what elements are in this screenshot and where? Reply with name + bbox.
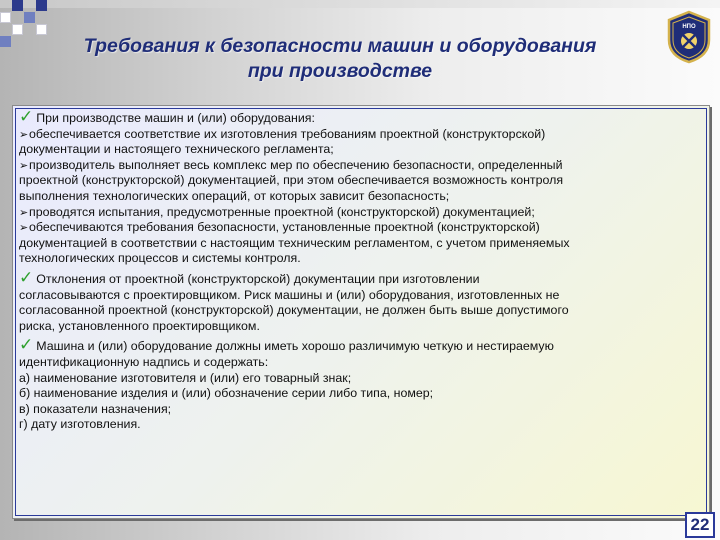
list-item: риска, установленного проектировщиком. — [19, 318, 260, 333]
top-decor-strip — [0, 0, 720, 8]
list-item: документацией в соответствии с настоящим техническим регламентом, с учетом применяемых — [19, 235, 570, 250]
list-item: ➢обеспечивается соответствие их изготовления требованиям проектной (конструкторской) — [19, 126, 546, 141]
arrow-bullet-icon: ➢ — [19, 158, 29, 172]
emblem-text: НПО — [682, 24, 696, 30]
decor-square — [0, 12, 11, 23]
slide-title — [40, 34, 640, 84]
list-item: идентификационную надпись и содержать: — [19, 354, 269, 369]
list-item: б) наименование изделия и (или) обозначение серии либо типа, номер; — [19, 386, 434, 401]
arrow-bullet-icon: ➢ — [19, 205, 29, 219]
content-text — [19, 107, 703, 433]
decor-square — [12, 0, 23, 11]
decor-square — [36, 0, 47, 11]
list-item: ➢производитель выполняет весь комплекс мер по обеспечению безопасности, определенный — [19, 157, 563, 172]
list-item: согласованной проектной (конструкторской) документации, не должен быть выше допустимого — [19, 303, 569, 318]
check-icon: ✓ — [19, 107, 34, 127]
list-item: документации и настоящего технического регламента; — [19, 142, 334, 157]
decor-square — [0, 36, 11, 47]
check-icon: ✓ — [19, 267, 34, 288]
list-item: выполнения технологических операций, от которых зависит безопасность; — [19, 188, 450, 203]
list-item: ➢обеспечиваются требования безопасности, установленные проектной (конструкторской) — [19, 220, 540, 235]
list-item: ✓ Отклонения от проектной (конструкторской) документации при изготовлении — [19, 267, 480, 288]
list-item: ✓ При производстве машин и (или) оборудования: — [19, 107, 315, 127]
emblem-logo — [666, 10, 712, 64]
title-line-1: Требования к безопасности машин и оборудования — [83, 35, 597, 57]
arrow-bullet-icon: ➢ — [19, 221, 29, 235]
page-number-badge: 22 — [685, 512, 715, 538]
list-item: в) показатели назначения; — [19, 401, 172, 416]
check-icon: ✓ — [19, 335, 34, 356]
list-item: г) дату изготовления. — [19, 417, 141, 432]
list-item: технологических процессов и системы контроля. — [19, 251, 301, 266]
decor-square — [24, 12, 35, 23]
list-item: согласовываются с проектировщиком. Риск машины и (или) оборудования, изготовленных не — [19, 287, 560, 302]
list-item: проектной (конструкторской) документацией, при этом обеспечивается возможность контроля — [19, 173, 564, 188]
list-item: ➢проводятся испытания, предусмотренные проектной (конструкторской) документацией; — [19, 204, 535, 219]
content-panel — [12, 105, 710, 519]
title-line-2: при производстве — [247, 60, 433, 82]
arrow-bullet-icon: ➢ — [19, 127, 29, 141]
list-item: а) наименование изготовителя и (или) его товарный знак; — [19, 370, 352, 385]
decor-square — [12, 24, 23, 35]
list-item: ✓ Машина и (или) оборудование должны иметь хорошо различимую четкую и нестираемую — [19, 335, 554, 356]
